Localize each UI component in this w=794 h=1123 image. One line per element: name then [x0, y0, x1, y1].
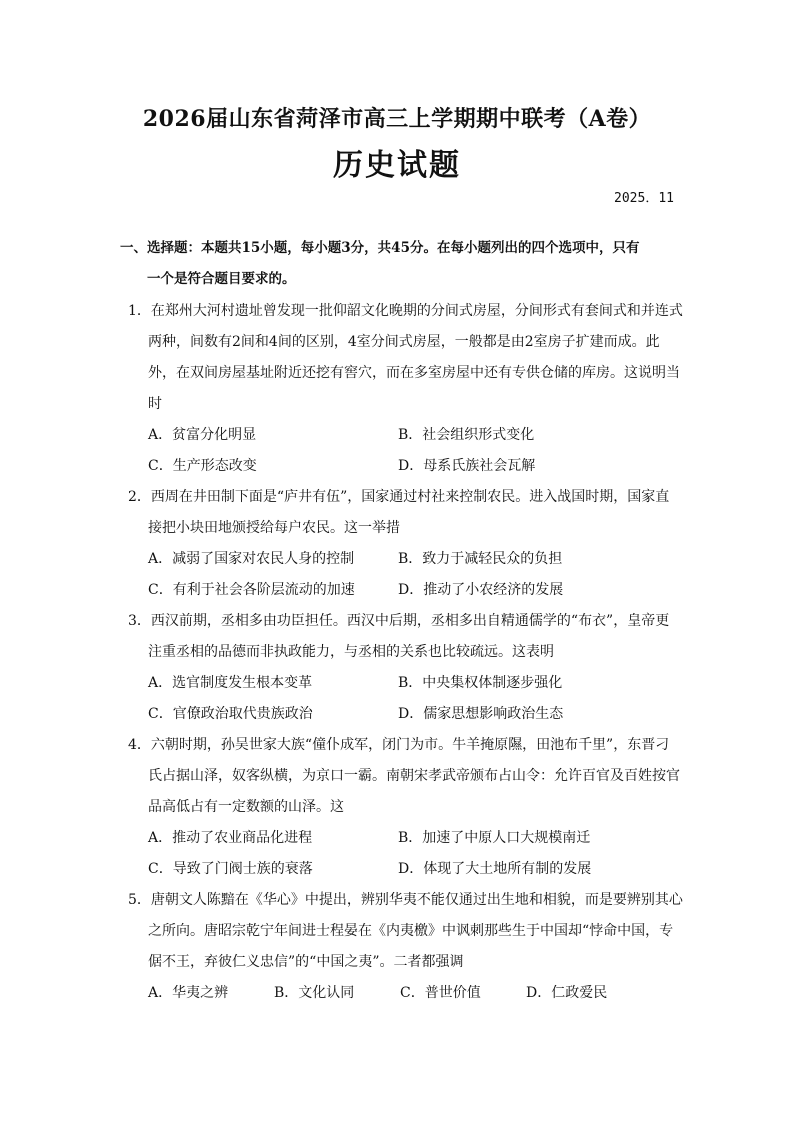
- option-a[interactable]: A．减弱了国家对农民人身的控制: [148, 551, 355, 567]
- question-5-options: [128, 978, 680, 1009]
- question-3: [128, 606, 680, 730]
- question-3-line-2: 注重丞相的品德而非执政能力，与丞相的关系也比较疏远。这表明: [148, 644, 554, 660]
- question-4-line-1: 4．六朝时期，孙吴世家大族“僮仆成军，闭门为市。牛羊掩原隰，田池布千里”，东晋刁: [128, 737, 670, 753]
- question-5-line-1: 5．唐朝文人陈黯在《华心》中提出，辨别华夷不能仅通过出生地和相貌，而是要辨别其心: [128, 892, 683, 908]
- exam-date: 2025．11: [614, 191, 674, 206]
- option-b[interactable]: B．文化认同: [274, 985, 355, 1001]
- question-2-line-2: 接把小块田地颁授给每户农民。这一举措: [148, 520, 400, 536]
- option-c[interactable]: C．导致了门阀士族的衰落: [148, 861, 313, 877]
- option-d[interactable]: D．仁政爱民: [526, 985, 608, 1001]
- question-2-options: [128, 544, 680, 606]
- option-a[interactable]: A．华夷之辨: [148, 985, 229, 1001]
- option-c[interactable]: C．官僚政治取代贵族政治: [148, 706, 313, 722]
- exam-subject: 历史试题: [333, 148, 461, 183]
- exam-title: 2026届山东省菏泽市高三上学期期中联考（A卷）: [142, 106, 652, 132]
- question-4-line-3: 品高低占有一定数额的山泽。这: [148, 799, 344, 815]
- question-1-line-3: 外，在双间房屋基址附近还挖有窖穴，而在多室房屋中还有专供仓储的库房。这说明当: [148, 365, 680, 381]
- option-b[interactable]: B．加速了中原人口大规模南迁: [398, 830, 591, 846]
- question-1-options: [128, 420, 680, 482]
- section-heading-line-2: 一个是符合题目要求的。: [147, 271, 296, 287]
- option-a[interactable]: A．贫富分化明显: [148, 427, 257, 443]
- question-5: [128, 885, 683, 1009]
- question-3-line-1: 3．西汉前期，丞相多由功臣担任。西汉中后期，丞相多出自精通儒学的“布衣”，皇帝更: [128, 613, 670, 629]
- question-1-line-1: 1．在郑州大河村遗址曾发现一批仰韶文化晚期的分间式房屋，分间形式有套间式和并连式: [128, 303, 683, 319]
- question-3-options: [128, 668, 680, 730]
- option-d[interactable]: D．儒家思想影响政治生态: [398, 706, 564, 722]
- option-a[interactable]: A．选官制度发生根本变革: [148, 675, 313, 691]
- question-1-line-4: 时: [148, 396, 162, 412]
- question-4-options: [128, 823, 680, 885]
- option-c[interactable]: C．普世价值: [400, 985, 481, 1001]
- section-heading-line-1: 一、选择题：本题共15小题，每小题3分，共45分。在每小题列出的四个选项中，只有: [120, 240, 640, 256]
- question-4: [128, 730, 680, 885]
- section-heading: [120, 233, 680, 295]
- question-4-line-2: 氏占据山泽，奴客纵横，为京口一霸。南朝宋孝武帝颁布占山令：允许百官及百姓按官: [148, 768, 680, 784]
- option-c[interactable]: C．有利于社会各阶层流动的加速: [148, 582, 355, 598]
- option-b[interactable]: B．社会组织形式变化: [398, 427, 535, 443]
- option-d[interactable]: D．推动了小农经济的发展: [398, 582, 564, 598]
- option-b[interactable]: B．致力于减轻民众的负担: [398, 551, 563, 567]
- question-5-line-2: 之所向。唐昭宗乾宁年间进士程晏在《内夷檄》中讽刺那些生于中国却“悖命中国，专: [148, 923, 674, 939]
- question-5-line-3: 倨不王，弃彼仁义忠信”的“中国之夷”。二者都强调: [148, 954, 464, 970]
- question-1-line-2: 两种，间数有2间和4间的区别，4室分间式房屋，一般都是由2室房子扩建而成。此: [148, 334, 660, 350]
- question-2: [128, 482, 680, 606]
- option-a[interactable]: A．推动了农业商品化进程: [148, 830, 313, 846]
- option-d[interactable]: D．体现了大土地所有制的发展: [398, 861, 592, 877]
- option-c[interactable]: C．生产形态改变: [148, 458, 257, 474]
- question-1: [128, 296, 683, 482]
- question-2-line-1: 2．西周在井田制下面是“庐井有伍”，国家通过村社来控制农民。进入战国时期，国家直: [128, 489, 670, 505]
- option-d[interactable]: D．母系氏族社会瓦解: [398, 458, 536, 474]
- option-b[interactable]: B．中央集权体制逐步强化: [398, 675, 563, 691]
